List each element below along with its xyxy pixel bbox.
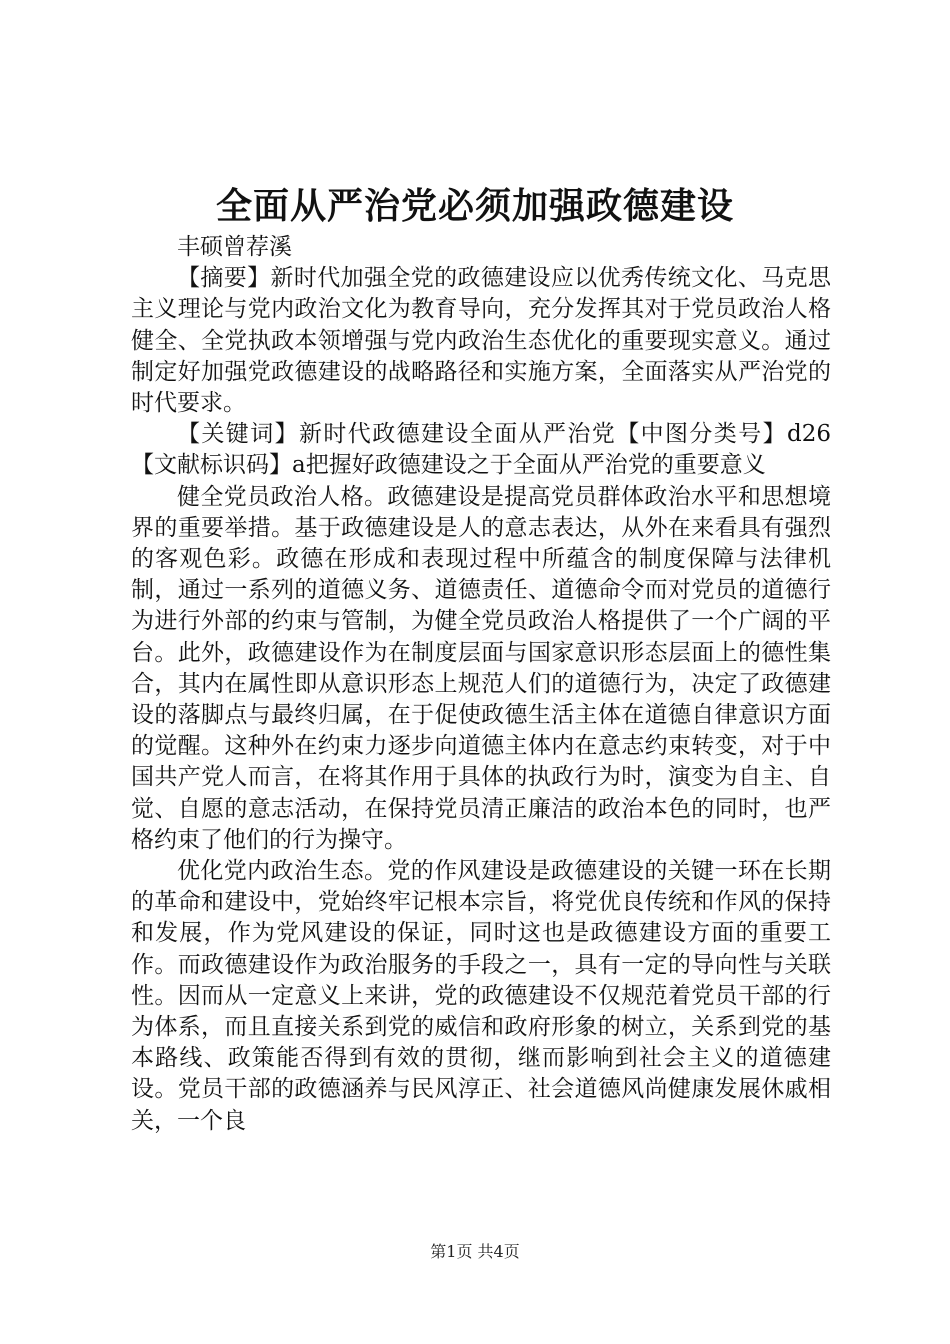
abstract-paragraph: 【摘要】新时代加强全党的政德建设应以优秀传统文化、马克思主义理论与党内政治文化为教育导向，充分发挥其对于党员政治人格健全、全党执政本领增强与党内政治生态优化的重要现实意义。通过制定好加强党政德建设的战略路径和实施方案，全面落实从严治党的时代要求。 <box>131 265 831 417</box>
page-footer: 第1页 共4页 <box>430 1242 520 1261</box>
document-body <box>131 232 831 1137</box>
body-paragraph: 健全党员政治人格。政德建设是提高党员群体政治水平和思想境界的重要举措。基于政德建设是人的意志表达，从外在来看具有强烈的客观色彩。政德在形成和表现过程中所蕴含的制度保障与法律机制，通过一系列的道德义务、道德责任、道德命令而对党员的道德行为进行外部的约束与管制，为健全党员政治人格提供了一个广阔的平台。此外，政德建设作为在制度层面与国家意识形态层面上的德性集合，其内在属性即从意识形态上规范人们的道德行为，决定了政德建设的落脚点与最终归属，在于促使政德生活主体在道德自律意识方面的觉醒。这种外在约束力逐步向道德主体内在意志约束转变，对于中国共产党人而言，在将其作用于具体的执政行为时，演变为自主、自觉、自愿的意志活动，在保持党员清正廉洁的政治本色的同时，也严格约束了他们的行为操守。 <box>131 483 831 853</box>
document-title: 全面从严治党必须加强政德建设 <box>215 185 734 227</box>
body-paragraph: 优化党内政治生态。党的作风建设是政德建设的关键一环在长期的革命和建设中，党始终牢记根本宗旨，将党优良传统和作风的保持和发展，作为党风建设的保证，同时这也是政德建设方面的重要工作。而政德建设作为政治服务的手段之一，具有一定的导向性与关联性。因而从一定意义上来讲，党的政德建设不仅规范着党员干部的行为体系，而且直接关系到党的威信和政府形象的树立，关系到党的基本路线、政策能否得到有效的贯彻，继而影响到社会主义的道德建设。党员干部的政德涵养与民风淳正、社会道德风尚健康发展休戚相关，一个良 <box>131 858 831 1134</box>
author-line: 丰硕曾荐溪 <box>177 234 292 260</box>
keywords-paragraph: 【关键词】新时代政德建设全面从严治党【中图分类号】d26【文献标识码】a把握好政德建设之于全面从严治党的重要意义 <box>131 421 831 479</box>
